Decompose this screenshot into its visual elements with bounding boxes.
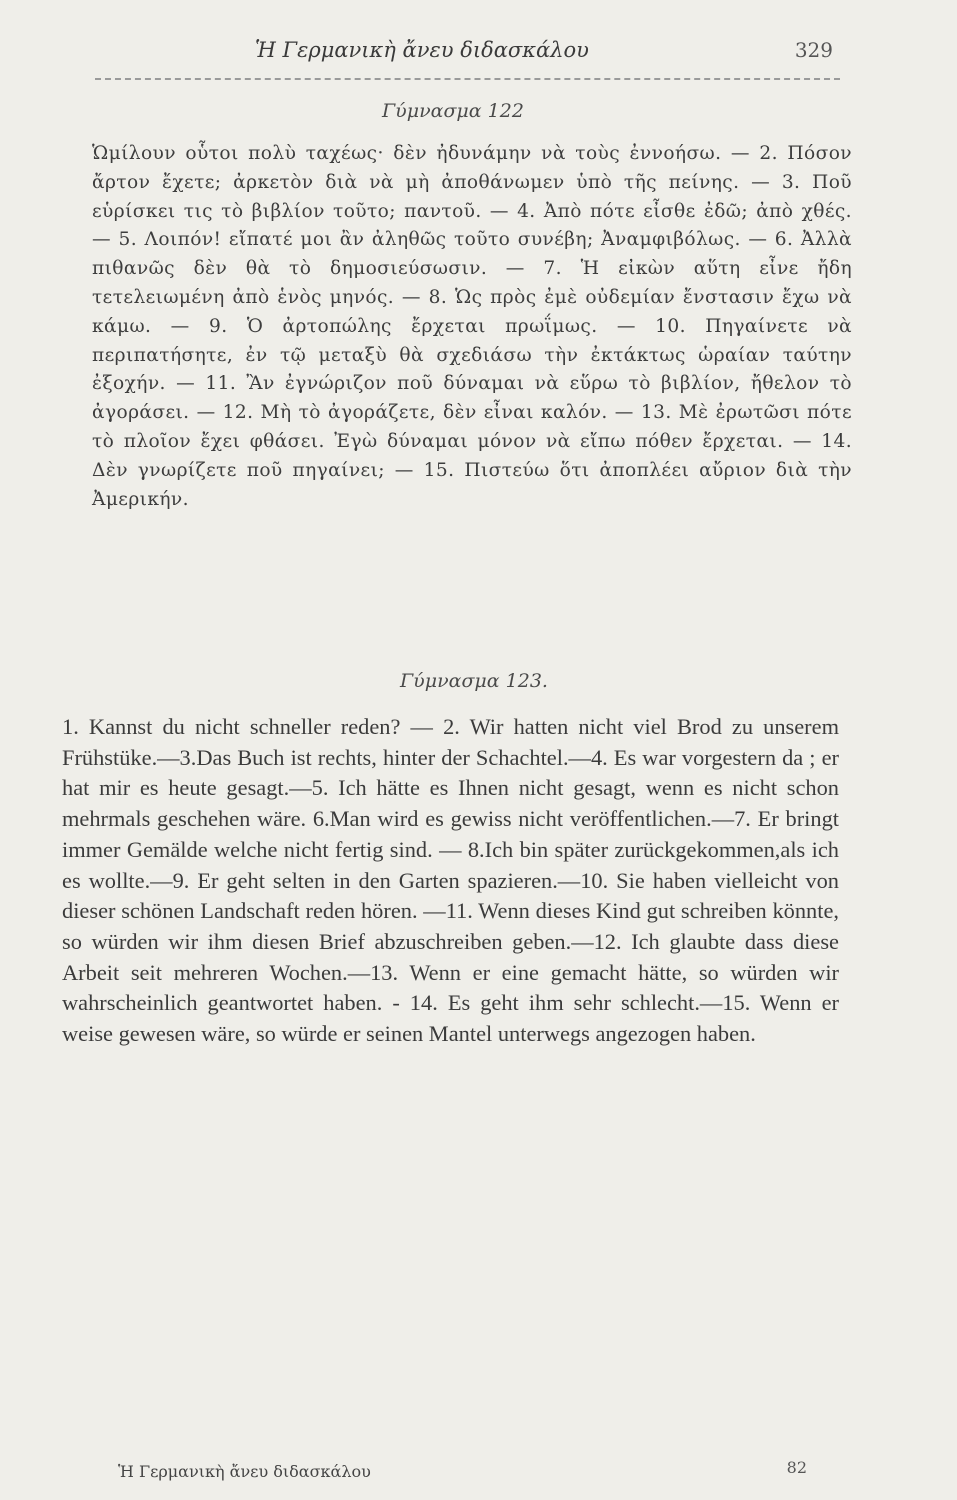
exercise-123-paragraph: 1. Kannst du nicht schneller reden? — 2. Wir hatten nicht viel Brod zu unserem Frühstüke.—3.Das Buch ist rechts, hinter der Schachtel.—4. Es war vorgestern da ; er hat mir es heute gesagt.—5. Ich hätte es Ihnen nicht gesagt, wenn es nicht schon mehrmals geschehen wäre. 6.Man wird es gewiss nicht veröffentlichen.—7. Er bringt immer Gemälde welche nicht fertig sind. — 8.Ich bin später zurückgekommen,als ich es wollte.—9. Er geht selten in den Garten spazieren.—10. Sie haben vielleicht von dieser schönen Landschaft reden hören. —11. Wenn dieses Kind gut schreiben könnte, so würden wir ihm diesen Brief abzuschreiben geben.—12. Ich glaubte dass diese Arbeit seit mehreren Wochen.—13. Wenn er eine gemacht hätte, so würden wir wahrscheinlich geantwortet haben. - 14. Es geht ihm sehr schlecht.—15. Wenn er weise gewesen wäre, so würde er seinen Mantel unterwegs angezogen haben.: [62, 714, 839, 1047]
running-head: [255, 38, 855, 74]
footer-sheet-number: 82: [786, 1458, 807, 1477]
running-head-title: Ἡ Γερμανικὴ ἄνευ διδασκάλου: [255, 38, 589, 62]
exercise-122-text: [92, 140, 852, 514]
exercise-122-title: Γύμνασμα 122: [382, 100, 524, 122]
exercise-122-paragraph: Ὡμίλουν οὗτοι πολὺ ταχέως· δὲν ἠδυνάμην νὰ τοὺς ἐννοήσω. — 2. Πόσον ἄρτον ἔχετε; ἀρκετὸν διὰ νὰ μὴ ἀποθάνωμεν ὑπὸ τῆς πείνης. — 3. Ποῦ εὑρίσκει τις τὸ βιβλίον τοῦτο; παντοῦ. — 4. Ἀπὸ πότε εἶσθε ἐδῶ; ἀπὸ χθές. — 5. Λοιπόν! εἴπατέ μοι ἂν ἀληθῶς τοῦτο συνέβη; Ἀναμφιβόλως. — 6. Ἀλλὰ πιθανῶς δὲν θὰ τὸ δημοσιεύσωσιν. — 7. Ἡ εἰκὼν αὕτη εἶνε ἤδη τετελειωμένη ἀπὸ ἑνὸς μηνός. — 8. Ὡς πρὸς ἐμὲ οὐδεμίαν ἔνστασιν ἔχω νὰ κάμω. — 9. Ὁ ἀρτοπώλης ἔρχεται πρωΐμως. — 10. Πηγαίνετε νὰ περιπατήσητε, ἐν τῷ μεταξὺ θὰ σχεδιάσω τὴν ἐκτάκτως ὡραίαν ταύτην ἐξοχήν. — 11. Ἂν ἐγνώριζον ποῦ δύναμαι νὰ εὕρω τὸ βιβλίον, ἤθελον τὸ ἀγοράσει. — 12. Μὴ τὸ ἀγοράζετε, δὲν εἶναι καλόν. — 13. Μὲ ἐρωτῶσι πότε τὸ πλοῖον ἔχει φθάσει. Ἐγὼ δύναμαι μόνον νὰ εἴπω πόθεν ἔρχεται. — 14. Δὲν γνωρίζετε ποῦ πηγαίνει; — 15. Πιστεύω ὅτι ἀποπλέει αὔριον διὰ τὴν Ἀμερικήν.: [92, 143, 852, 510]
header-rule: [95, 78, 840, 80]
exercise-123-title: Γύμνασμα 123.: [400, 670, 548, 692]
page-number: 329: [794, 38, 833, 62]
footer-signature: Ἡ Γερμανικὴ ἄνευ διδασκάλου: [118, 1462, 371, 1481]
exercise-123-text: [62, 712, 839, 1050]
